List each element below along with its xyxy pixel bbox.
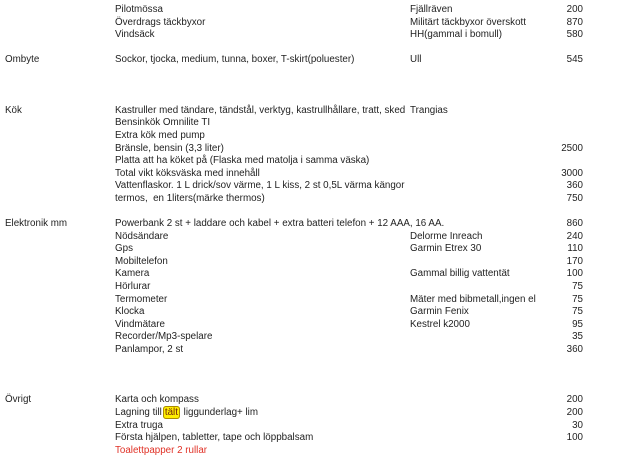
table-row xyxy=(0,193,640,206)
item-cell[interactable]: Nödsändare xyxy=(115,230,169,242)
item-cell[interactable]: Toalettpapper 2 rullar xyxy=(115,444,208,456)
item-cell[interactable]: Mobiltelefon xyxy=(115,255,168,267)
value-cell[interactable]: 100 xyxy=(566,432,583,444)
item-cell[interactable]: Recorder/Mp3-spelare xyxy=(115,331,213,343)
table-row xyxy=(0,17,640,30)
table-row xyxy=(0,54,640,67)
table-row xyxy=(0,394,640,407)
item-cell[interactable]: Karta och kompass xyxy=(115,394,199,406)
value-cell[interactable]: 75 xyxy=(572,293,583,305)
note-cell[interactable]: Trangias xyxy=(410,104,448,116)
table-row xyxy=(0,105,640,118)
category-cell[interactable]: Elektronik mm xyxy=(5,218,68,230)
table-row xyxy=(0,306,640,319)
value-cell[interactable]: 110 xyxy=(567,243,583,255)
item-cell[interactable]: Extra truga xyxy=(115,419,163,431)
table-row xyxy=(0,29,640,42)
value-cell[interactable]: 580 xyxy=(566,29,583,41)
table-row xyxy=(0,281,640,294)
value-cell[interactable]: 200 xyxy=(566,407,583,418)
table-row xyxy=(0,4,640,17)
table-row xyxy=(0,256,640,269)
item-cell[interactable]: termos, en 1liters(märke thermos) xyxy=(115,192,265,204)
item-cell[interactable]: Vindmätare xyxy=(115,318,165,330)
note-cell[interactable]: Delorme Inreach xyxy=(410,230,483,242)
item-cell[interactable]: Första hjälpen, tabletter, tape och löppbalsam xyxy=(115,432,314,444)
table-row xyxy=(0,117,640,130)
blank-row xyxy=(0,67,640,80)
value-cell[interactable]: 360 xyxy=(566,344,583,356)
item-cell[interactable]: Pilotmössa xyxy=(115,4,163,15)
item-cell[interactable]: Extra kök med pump xyxy=(115,129,205,141)
table-row xyxy=(0,231,640,244)
note-cell[interactable]: HH(gammal i bomull) xyxy=(410,29,502,41)
note-cell[interactable]: Gammal billig vattentät xyxy=(410,268,510,280)
item-text: Lagning till xyxy=(115,407,162,418)
item-cell[interactable]: Bränsle, bensin (3,3 liter) xyxy=(115,142,224,154)
highlighted-word[interactable]: tält xyxy=(164,407,178,418)
note-cell[interactable]: Garmin Fenix xyxy=(410,306,469,318)
blank-row xyxy=(0,357,640,370)
item-cell[interactable]: Platta att ha köket på (Flaska med matolja i samma väska) xyxy=(115,155,370,167)
item-cell[interactable]: Sockor, tjocka, medium, tunna, boxer, T-skirt(poluester) xyxy=(115,54,355,66)
table-row xyxy=(0,319,640,332)
blank-row xyxy=(0,42,640,55)
value-cell[interactable]: 30 xyxy=(572,419,583,431)
value-cell[interactable]: 75 xyxy=(572,306,583,318)
table-row xyxy=(0,268,640,281)
table-row xyxy=(0,180,640,193)
item-cell[interactable]: Total vikt köksväska med innehåll xyxy=(115,167,260,179)
table-row xyxy=(0,143,640,156)
value-cell[interactable]: 360 xyxy=(566,180,583,192)
value-cell[interactable]: 35 xyxy=(572,331,583,343)
table-row xyxy=(0,445,640,458)
item-cell[interactable]: Vattenflaskor. 1 L drick/sov värme, 1 L kiss, 2 st 0,5L värma kängor xyxy=(115,180,405,192)
item-cell[interactable]: Överdrags täckbyxor xyxy=(115,16,206,28)
item-cell[interactable]: Panlampor, 2 st xyxy=(115,344,184,356)
note-cell[interactable]: Ull xyxy=(410,54,422,66)
item-cell[interactable] xyxy=(115,407,407,420)
value-cell[interactable]: 200 xyxy=(566,4,583,15)
table-row xyxy=(0,218,640,231)
item-cell[interactable]: Klocka xyxy=(115,306,145,318)
table-row xyxy=(0,331,640,344)
table-row xyxy=(0,432,640,445)
table-row xyxy=(0,407,640,420)
table-row xyxy=(0,344,640,357)
blank-row xyxy=(0,80,640,93)
item-cell[interactable]: Gps xyxy=(115,243,133,255)
value-cell[interactable]: 95 xyxy=(572,318,583,330)
value-cell[interactable]: 870 xyxy=(566,16,583,28)
table-row xyxy=(0,294,640,307)
item-cell[interactable]: Bensinkök Omnilite TI xyxy=(115,117,211,129)
value-cell[interactable]: 200 xyxy=(566,394,583,406)
item-text: liggunderlag+ lim xyxy=(180,407,258,418)
value-cell[interactable]: 75 xyxy=(572,281,583,293)
blank-row xyxy=(0,369,640,382)
blank-row xyxy=(0,92,640,105)
value-cell[interactable]: 100 xyxy=(566,268,583,280)
item-cell[interactable]: Kamera xyxy=(115,268,150,280)
category-cell[interactable]: Övrigt xyxy=(5,394,32,406)
table-row xyxy=(0,243,640,256)
blank-row xyxy=(0,382,640,395)
item-cell[interactable]: Powerbank 2 st + laddare och kabel + extra batteri telefon + 12 AAA, 16 AA. xyxy=(115,218,445,230)
item-cell[interactable]: Termometer xyxy=(115,293,168,305)
value-cell[interactable]: 3000 xyxy=(561,167,583,179)
rows xyxy=(0,4,640,457)
note-cell[interactable]: Fjällräven xyxy=(410,4,453,15)
item-cell[interactable]: Vindsäck xyxy=(115,29,155,41)
category-cell[interactable]: Ombyte xyxy=(5,54,40,66)
table-row xyxy=(0,420,640,433)
table-row xyxy=(0,155,640,168)
value-cell[interactable]: 545 xyxy=(566,54,583,66)
value-cell[interactable]: 170 xyxy=(566,255,583,267)
table-row xyxy=(0,168,640,181)
blank-row xyxy=(0,206,640,219)
note-cell[interactable]: Mäter med bibmetall,ingen el xyxy=(410,293,536,305)
category-cell[interactable]: Kök xyxy=(5,104,22,116)
note-cell[interactable]: Garmin Etrex 30 xyxy=(410,243,482,255)
value-cell[interactable]: 240 xyxy=(566,230,583,242)
table-row xyxy=(0,130,640,143)
note-cell[interactable]: Kestrel k2000 xyxy=(410,318,470,330)
item-cell[interactable]: Hörlurar xyxy=(115,281,151,293)
note-cell[interactable]: Militärt täckbyxor överskott xyxy=(410,16,526,28)
value-cell[interactable]: 2500 xyxy=(561,142,583,154)
item-cell[interactable]: Kastruller med tändare, tändstål, verktyg, kastrullhållare, tratt, sked xyxy=(115,104,406,116)
value-cell[interactable]: 750 xyxy=(566,192,583,204)
value-cell[interactable]: 860 xyxy=(566,218,583,230)
